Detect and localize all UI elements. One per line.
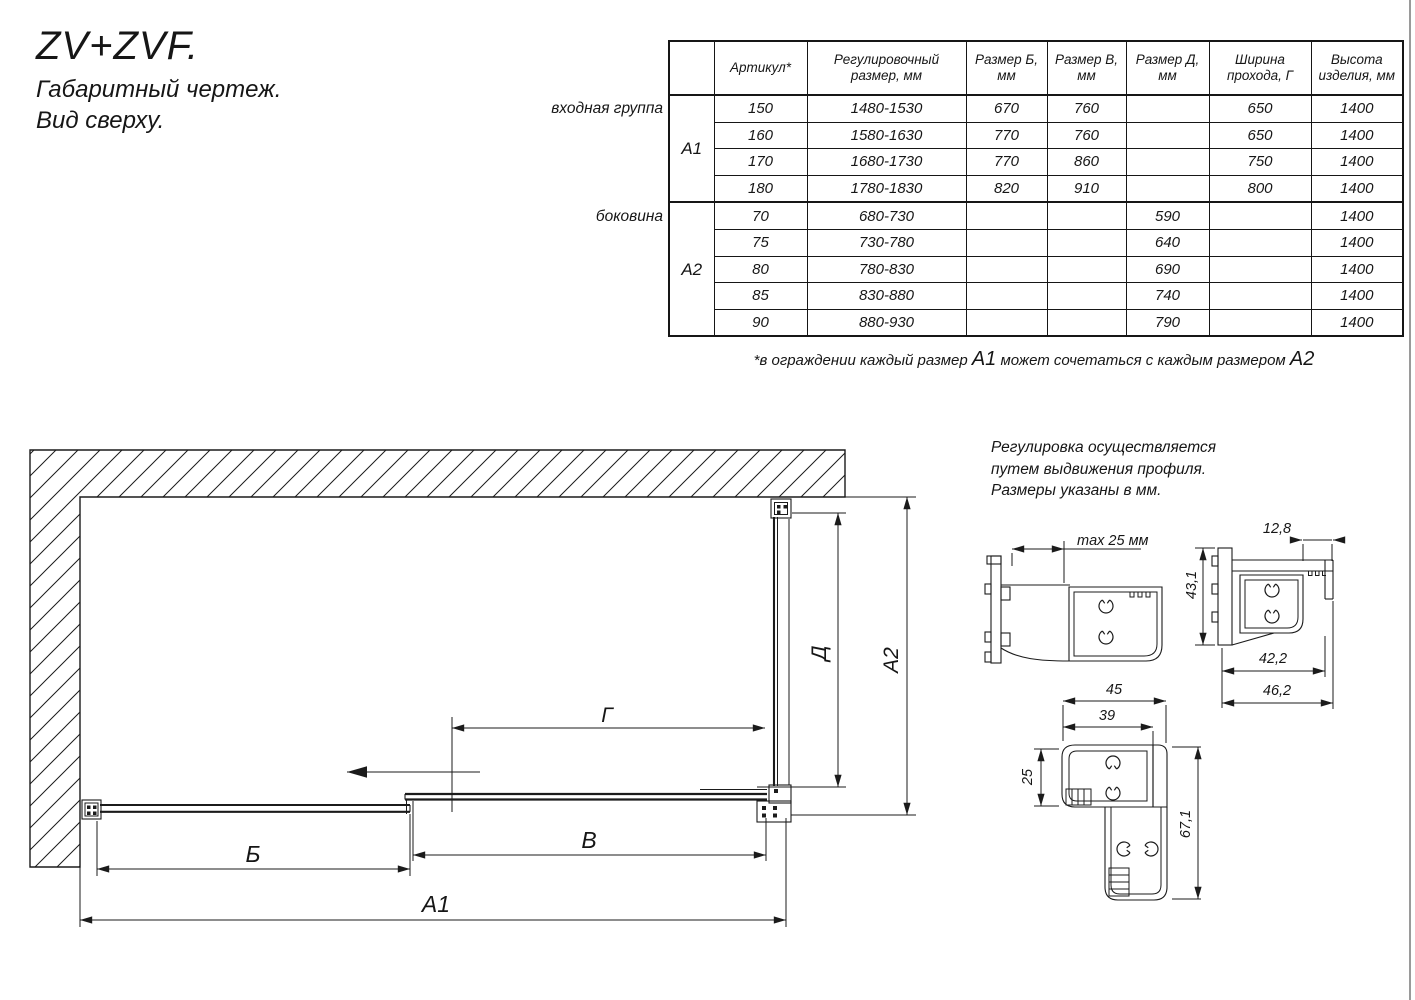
dim-label-45: 45 [1105, 682, 1123, 698]
cell-article: 90 [714, 309, 807, 336]
screw-clip-icon [1099, 631, 1113, 644]
cell-article: 150 [714, 95, 807, 122]
cell-v [1047, 283, 1126, 310]
screw-clip-icon [1265, 584, 1279, 597]
screw-clip-icon [1145, 842, 1158, 856]
dim-label-b: Б [245, 841, 261, 867]
dim-label-d: Д [808, 645, 831, 661]
dim-label-v: В [581, 827, 597, 853]
footnote-text: может сочетаться с каждым размером [996, 352, 1290, 369]
cell-v: 760 [1047, 95, 1126, 122]
cell-pass [1209, 256, 1311, 283]
cell-reg: 1580-1630 [807, 122, 966, 149]
cell-reg: 1480-1530 [807, 95, 966, 122]
product-title: ZV+ZVF. [36, 24, 199, 68]
cell-d [1126, 95, 1209, 122]
table-row [669, 309, 1403, 336]
dim-label-g: Г [601, 704, 613, 727]
note-line: путем выдвижения профиля. [991, 460, 1207, 478]
plan-view [30, 450, 916, 927]
wall-profile-bracket-top [771, 499, 791, 518]
cell-b [966, 283, 1047, 310]
screw-clip-icon [1106, 787, 1120, 800]
sliding-door-panel [100, 805, 410, 812]
cell-b [966, 256, 1047, 283]
cell-d: 640 [1126, 229, 1209, 256]
cell-v: 860 [1047, 149, 1126, 176]
header-size-d: Размер Д, мм [1126, 41, 1209, 95]
cell-reg: 1780-1830 [807, 175, 966, 202]
cell-height: 1400 [1311, 202, 1403, 229]
view-label: Вид сверху. [36, 107, 165, 134]
cell-b [966, 309, 1047, 336]
cell-reg: 830-880 [807, 283, 966, 310]
table-header-row [669, 41, 1403, 95]
screw-clip-icon [1117, 842, 1130, 856]
group-code-a2: А2 [669, 202, 714, 336]
cell-height: 1400 [1311, 175, 1403, 202]
detail-corner-profile [1020, 682, 1201, 900]
cell-v: 760 [1047, 122, 1126, 149]
dim-label-67-1: 67,1 [1178, 809, 1194, 839]
group-label-side: боковина [595, 208, 663, 225]
dim-label-42-2: 42,2 [1258, 651, 1288, 667]
dim-v [413, 801, 766, 861]
table-row [669, 175, 1403, 202]
cell-height: 1400 [1311, 149, 1403, 176]
table-row [669, 202, 1403, 229]
dim-a1 [80, 818, 786, 927]
group-label-entrance: входная группа [551, 100, 663, 117]
cell-d: 690 [1126, 256, 1209, 283]
header-size-v: Размер В, мм [1047, 41, 1126, 95]
footnote-a2: А2 [1289, 348, 1315, 370]
cell-article: 160 [714, 122, 807, 149]
cell-reg: 880-930 [807, 309, 966, 336]
cell-b: 820 [966, 175, 1047, 202]
dim-label-12-8: 12,8 [1262, 521, 1292, 537]
cell-pass [1209, 283, 1311, 310]
cell-v [1047, 256, 1126, 283]
cell-pass [1209, 229, 1311, 256]
cell-v [1047, 229, 1126, 256]
comb-block [1109, 868, 1129, 896]
cell-d [1126, 122, 1209, 149]
cell-d: 740 [1126, 283, 1209, 310]
cell-pass [1209, 202, 1311, 229]
header-group-code [669, 41, 714, 95]
cell-b [966, 229, 1047, 256]
table-row [669, 122, 1403, 149]
cell-reg: 1680-1730 [807, 149, 966, 176]
table-row [669, 95, 1403, 122]
table-row [669, 149, 1403, 176]
note-line: Регулировка осуществляется [991, 439, 1216, 456]
cell-b: 670 [966, 95, 1047, 122]
cell-v: 910 [1047, 175, 1126, 202]
cell-height: 1400 [1311, 283, 1403, 310]
cell-article: 80 [714, 256, 807, 283]
cell-b: 770 [966, 149, 1047, 176]
header-reg-size: Регулировочный размер, мм [807, 41, 966, 95]
screw-clip-icon [1265, 610, 1279, 623]
cell-reg: 730-780 [807, 229, 966, 256]
table-footnote [664, 348, 1404, 371]
note-line: Размеры указаны в мм. [991, 482, 1162, 499]
footnote-text: *в ограждении каждый размер [753, 352, 972, 369]
dim-label-25: 25 [1020, 768, 1036, 786]
dim-label-43-1: 43,1 [1184, 570, 1200, 600]
cell-height: 1400 [1311, 309, 1403, 336]
dimensional-drawing [0, 420, 1415, 1000]
cell-b: 770 [966, 122, 1047, 149]
screw-clip-icon [1099, 600, 1113, 613]
cell-d [1126, 175, 1209, 202]
dim-label-39: 39 [1098, 708, 1116, 724]
dim-d [757, 513, 846, 787]
cell-pass: 650 [1209, 122, 1311, 149]
cell-pass: 650 [1209, 95, 1311, 122]
cell-v [1047, 202, 1126, 229]
cell-height: 1400 [1311, 95, 1403, 122]
header-pass-width: Ширина прохода, Г [1209, 41, 1311, 95]
cell-height: 1400 [1311, 256, 1403, 283]
cell-d: 790 [1126, 309, 1209, 336]
detail-wall-profile [985, 533, 1162, 663]
side-panel [757, 499, 791, 822]
dim-label-a2: А2 [880, 647, 903, 673]
cell-pass [1209, 309, 1311, 336]
table-row [669, 256, 1403, 283]
cell-d [1126, 149, 1209, 176]
entrance-group [82, 772, 767, 819]
cell-d: 590 [1126, 202, 1209, 229]
cell-article: 70 [714, 202, 807, 229]
cell-article: 170 [714, 149, 807, 176]
group-code-a1: А1 [669, 95, 714, 202]
cell-height: 1400 [1311, 229, 1403, 256]
cell-reg: 780-830 [807, 256, 966, 283]
size-table [668, 40, 1404, 337]
wall-profile-bracket-left [82, 800, 101, 819]
dim-label-max25: max 25 мм [1077, 533, 1149, 549]
cell-pass: 750 [1209, 149, 1311, 176]
detail-profile-46 [1184, 521, 1345, 709]
cell-b [966, 202, 1047, 229]
dim-label-a1: А1 [421, 891, 451, 917]
header-article: Артикул* [714, 41, 807, 95]
cell-reg: 680-730 [807, 202, 966, 229]
drawing-type-label: Габаритный чертеж. [36, 76, 282, 103]
fixed-panel [405, 790, 767, 815]
cell-article: 180 [714, 175, 807, 202]
corner-connector [757, 785, 791, 822]
cell-article: 85 [714, 283, 807, 310]
footnote-a1: А1 [971, 348, 997, 370]
table-row [669, 229, 1403, 256]
table-row [669, 283, 1403, 310]
dim-label-46-2: 46,2 [1262, 683, 1292, 699]
cell-v [1047, 309, 1126, 336]
dim-b [97, 814, 410, 876]
header-size-b: Размер Б, мм [966, 41, 1047, 95]
dim-g [452, 704, 765, 812]
header-product-height: Высота изделия, мм [1311, 41, 1403, 95]
cell-height: 1400 [1311, 122, 1403, 149]
cell-article: 75 [714, 229, 807, 256]
cell-pass: 800 [1209, 175, 1311, 202]
screw-clip-icon [1106, 756, 1120, 769]
